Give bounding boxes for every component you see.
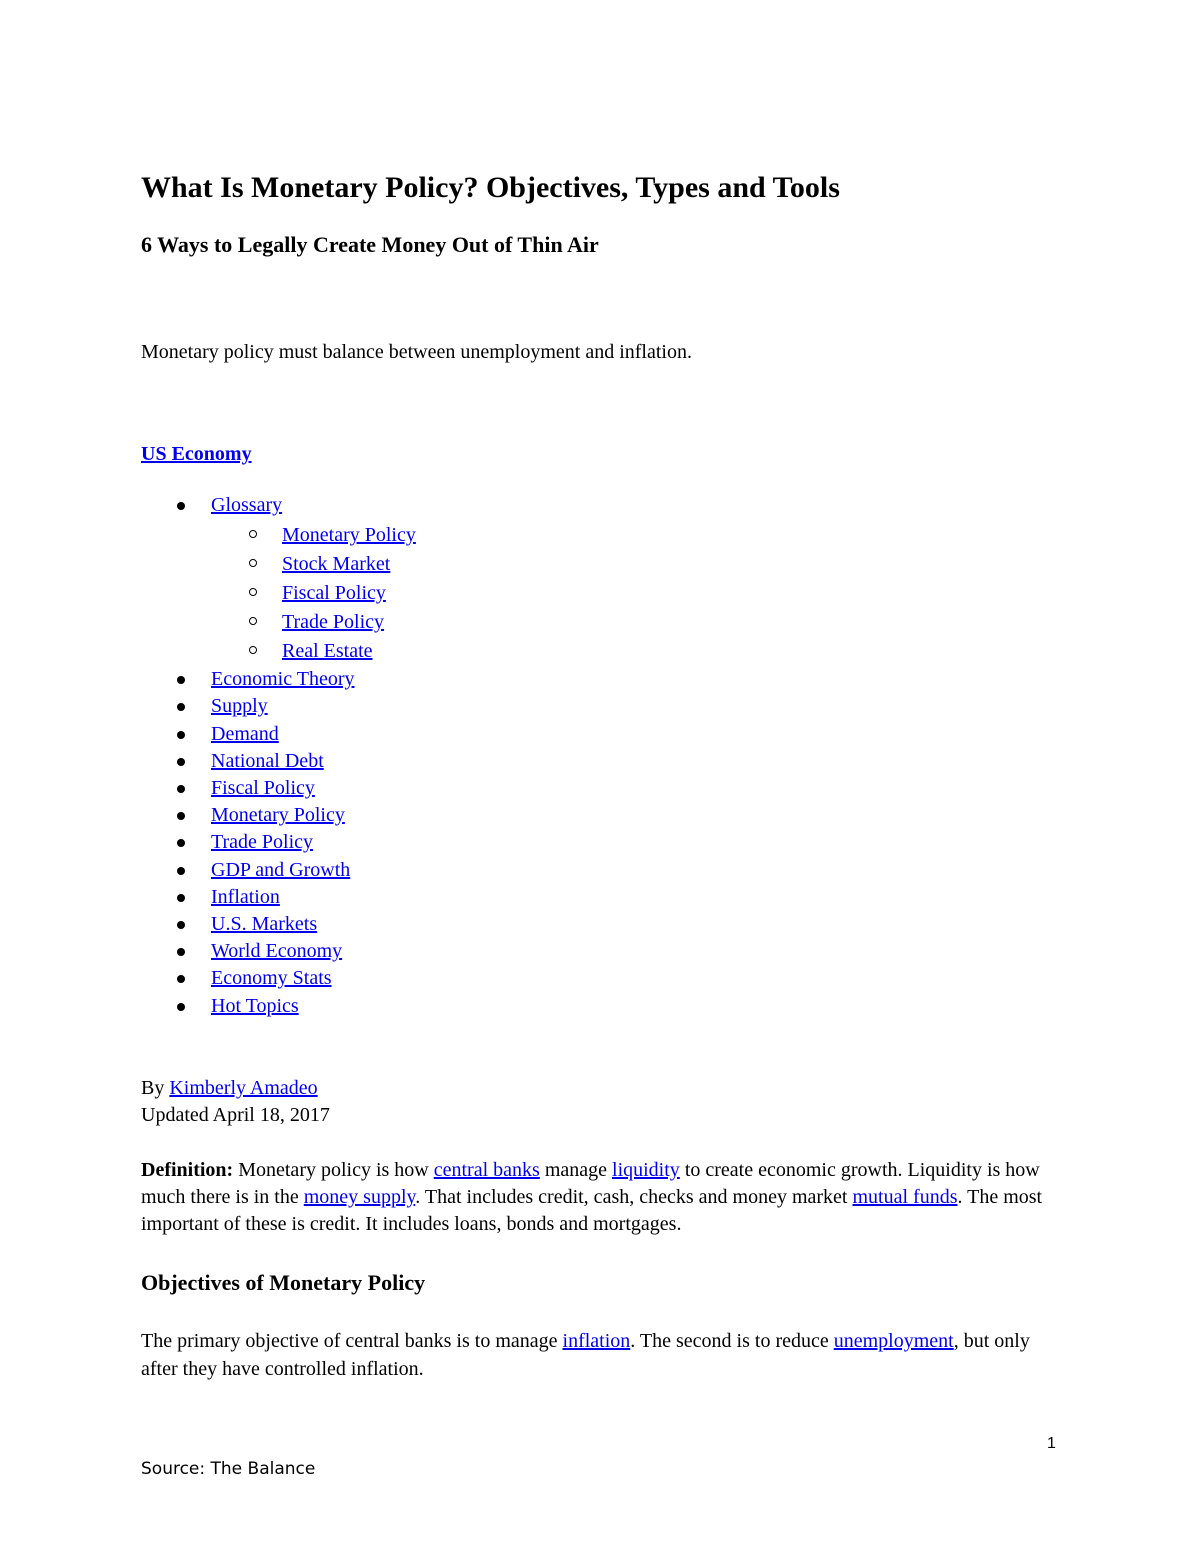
circle-bullet-icon: [249, 617, 257, 625]
glossary-item: [211, 608, 1061, 637]
definition-text: to create economic growth. Liquidity is how much there is in the: [141, 1158, 1040, 1208]
document-title: What Is Monetary Policy? Objectives, Types and Tools: [141, 171, 840, 204]
bullet-icon: [177, 894, 185, 902]
bullet-icon: [177, 975, 185, 983]
circle-bullet-icon: [249, 559, 257, 567]
nav-link-hot-topics[interactable]: Hot Topics: [211, 994, 299, 1017]
glossary-item: [211, 579, 1061, 608]
bullet-icon: [177, 676, 185, 684]
bullet-icon: [177, 839, 185, 847]
nav-link-demand[interactable]: Demand: [211, 722, 279, 745]
nav-link-inflation[interactable]: Inflation: [211, 885, 280, 908]
definition-label: Definition:: [141, 1158, 234, 1181]
objectives-text: . The second is to reduce: [630, 1329, 834, 1352]
nav-item: [141, 775, 1061, 802]
bullet-icon: [177, 948, 185, 956]
page-number: 1: [1047, 1435, 1056, 1452]
nav-link-gdp-and-growth[interactable]: GDP and Growth: [211, 858, 351, 881]
document-subtitle: 6 Ways to Legally Create Money Out of Thin Air: [141, 232, 599, 257]
bullet-icon: [177, 921, 185, 929]
nav-item: [141, 693, 1061, 720]
glossary-link[interactable]: Glossary: [211, 494, 283, 516]
bullet-icon: [177, 758, 185, 766]
byline: [141, 1075, 1061, 1129]
document-body: [141, 168, 1061, 1383]
bullet-icon: [177, 731, 185, 739]
nav-item: [141, 666, 1061, 693]
nav-link-fiscal-policy[interactable]: Fiscal Policy: [211, 777, 315, 800]
bullet-icon: [177, 867, 185, 875]
glossary-link-stock-market[interactable]: Stock Market: [282, 553, 391, 576]
section-link-paragraph: [141, 440, 1061, 468]
nav-item: [141, 857, 1061, 884]
us-economy-link[interactable]: US Economy: [141, 443, 252, 465]
objectives-heading: Objectives of Monetary Policy: [141, 1269, 426, 1295]
byline-prefix: By: [141, 1076, 170, 1099]
definition-paragraph: [141, 1157, 1061, 1238]
updated-date: Updated April 18, 2017: [141, 1103, 330, 1126]
glossary-link-fiscal-policy[interactable]: Fiscal Policy: [282, 582, 386, 605]
nav-item: [141, 993, 1061, 1020]
circle-bullet-icon: [249, 588, 257, 596]
objectives-text: , but only after they have controlled inflation.: [141, 1329, 1030, 1380]
nav-link-trade-policy[interactable]: Trade Policy: [211, 831, 314, 854]
objectives-text: The primary objective of central banks is to manage: [141, 1329, 563, 1352]
glossary-sub-list: [211, 521, 1061, 666]
circle-bullet-icon: [249, 646, 257, 654]
nav-item-glossary: [141, 492, 1061, 666]
bullet-icon: [177, 812, 185, 820]
author-link[interactable]: Kimberly Amadeo: [169, 1076, 318, 1099]
nav-item: [141, 938, 1061, 965]
definition-text: Monetary policy is how: [233, 1158, 434, 1181]
nav-link-world-economy[interactable]: World Economy: [211, 940, 343, 963]
definition-text: manage: [539, 1158, 613, 1181]
image-caption: Monetary policy must balance between unemployment and inflation.: [141, 341, 692, 363]
inflation-link[interactable]: inflation: [562, 1329, 631, 1352]
nav-link-economy-stats[interactable]: Economy Stats: [211, 967, 332, 990]
liquidity-link[interactable]: liquidity: [612, 1158, 680, 1181]
glossary-item: [211, 521, 1061, 550]
objectives-paragraph: [141, 1327, 1061, 1383]
glossary-item: [211, 637, 1061, 666]
nav-item: [141, 965, 1061, 992]
bullet-icon: [177, 703, 185, 711]
economy-nav-list: [141, 492, 1061, 1020]
nav-link-national-debt[interactable]: National Debt: [211, 749, 324, 772]
mutual-funds-link[interactable]: mutual funds: [852, 1185, 958, 1208]
unemployment-link[interactable]: unemployment: [833, 1329, 954, 1352]
bullet-icon: [177, 502, 185, 510]
glossary-link-real-estate[interactable]: Real Estate: [282, 640, 373, 663]
nav-link-economic-theory[interactable]: Economic Theory: [211, 668, 355, 691]
bullet-icon: [177, 785, 185, 793]
footer-source: Source: The Balance: [141, 1459, 316, 1479]
definition-text: . That includes credit, cash, checks and money market: [415, 1185, 853, 1208]
nav-item: [141, 884, 1061, 911]
glossary-link-trade-policy[interactable]: Trade Policy: [282, 611, 385, 634]
nav-item: [141, 829, 1061, 856]
nav-item: [141, 748, 1061, 775]
bullet-icon: [177, 1003, 185, 1011]
nav-item: [141, 911, 1061, 938]
money-supply-link[interactable]: money supply: [303, 1185, 416, 1208]
central-banks-link[interactable]: central banks: [433, 1158, 540, 1181]
nav-item: [141, 721, 1061, 748]
nav-link-us-markets[interactable]: U.S. Markets: [211, 913, 318, 936]
circle-bullet-icon: [249, 530, 257, 538]
nav-item: [141, 802, 1061, 829]
glossary-link-monetary-policy[interactable]: Monetary Policy: [282, 524, 416, 547]
nav-link-monetary-policy[interactable]: Monetary Policy: [211, 804, 345, 827]
nav-link-supply[interactable]: Supply: [211, 695, 268, 718]
definition-text: . The most important of these is credit. It includes loans, bonds and mortgages.: [141, 1185, 1043, 1235]
glossary-item: [211, 550, 1061, 579]
